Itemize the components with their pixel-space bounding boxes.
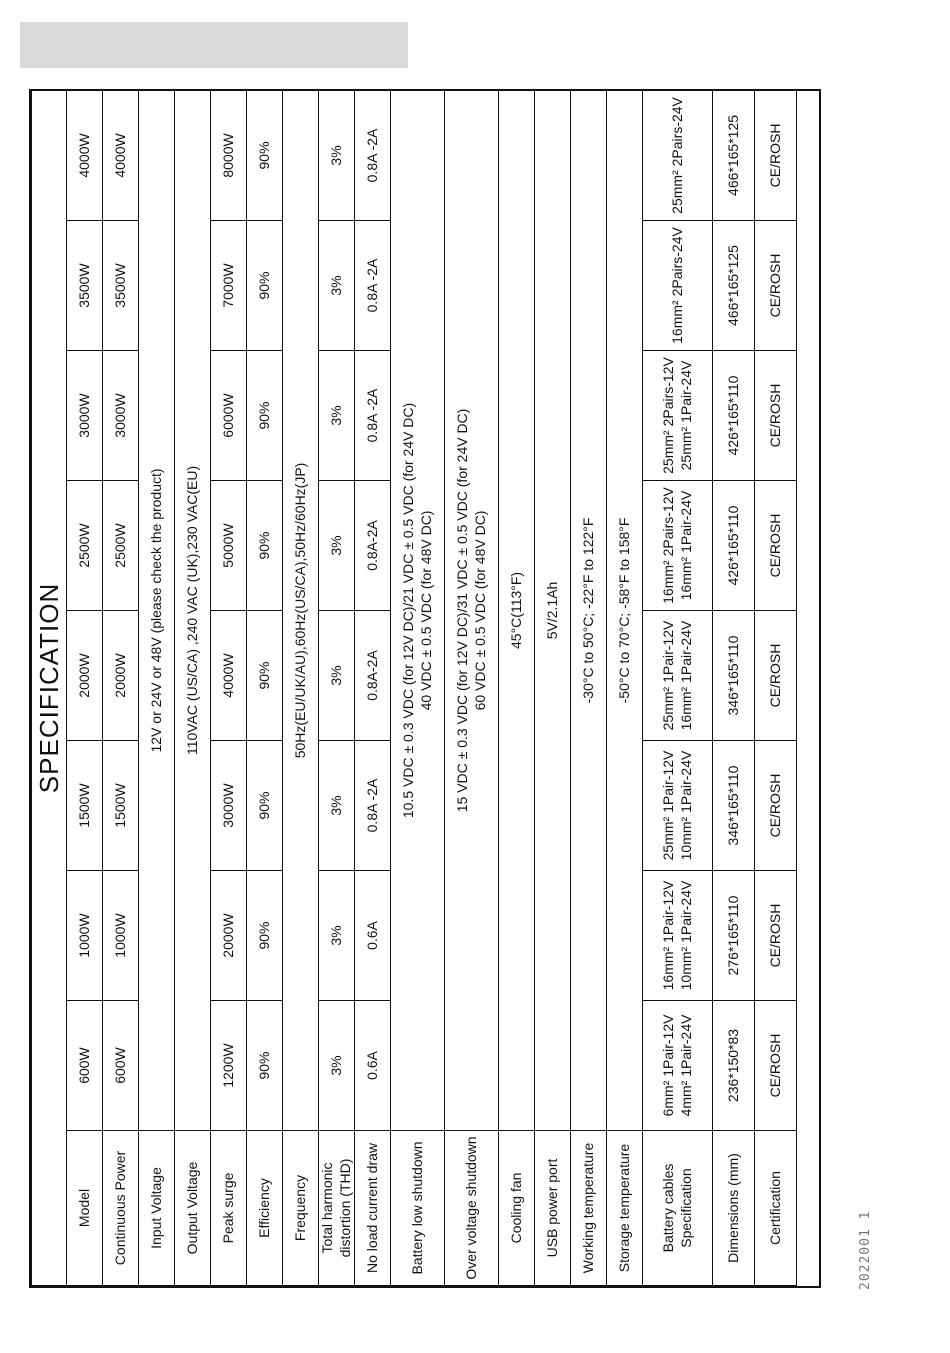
value-cell: 346*165*110 xyxy=(713,611,755,741)
value-cell: 3000W xyxy=(67,351,103,481)
row-output-voltage xyxy=(175,90,211,1285)
row-storage-temperature xyxy=(607,90,643,1285)
row-label: Model xyxy=(67,1131,103,1286)
spanned-value-cell: 50Hz(EU/UK/AU),60Hz(US/CA),50Hz/60Hz(JP) xyxy=(283,90,319,1130)
value-cell: 5000W xyxy=(211,481,247,611)
row-working-temperature xyxy=(571,90,607,1285)
value-cell xyxy=(643,481,713,611)
value-cell: 90% xyxy=(247,871,283,1001)
spanned-value-cell: -50°C to 70°C; -58°F to 158°F xyxy=(607,90,643,1130)
value-cell xyxy=(643,871,713,1001)
cell-line: 16mm² 1Pair-24V xyxy=(677,490,694,601)
row-label: Frequency xyxy=(283,1131,319,1286)
value-cell: 276*165*110 xyxy=(713,871,755,1001)
value-cell: 90% xyxy=(247,741,283,871)
row-input-voltage xyxy=(139,90,175,1285)
value-cell: 4000W xyxy=(103,90,139,220)
cell-line: 15 VDC ± 0.3 VDC (for 12V DC)/31 VDC ± 0.5 VDC (for 24V DC) xyxy=(454,408,470,813)
row-label: Input Voltage xyxy=(139,1131,175,1286)
cell-line: Specification xyxy=(677,1168,694,1248)
header-gray-bar xyxy=(20,22,408,68)
row-label: Peak surge xyxy=(211,1131,247,1286)
value-cell: 2000W xyxy=(67,611,103,741)
value-cell: 1500W xyxy=(103,741,139,871)
value-cell: 2000W xyxy=(211,871,247,1001)
value-cell: 0.8A -2A xyxy=(355,90,391,220)
row-peak-surge xyxy=(211,90,247,1285)
value-cell: 346*165*110 xyxy=(713,741,755,871)
row-label: Efficiency xyxy=(247,1131,283,1286)
row-label: Cooling fan xyxy=(499,1131,535,1286)
value-cell: 466*165*125 xyxy=(713,221,755,351)
footer-code: 2022001 1 xyxy=(858,1210,873,1290)
row-frequency xyxy=(283,90,319,1285)
value-cell: CE/ROSH xyxy=(755,741,797,871)
value-cell xyxy=(643,1001,713,1131)
value-cell: 1200W xyxy=(211,1001,247,1131)
cell-line: Battery cables xyxy=(660,1163,676,1253)
row-label: Dimensions (mm) xyxy=(713,1131,755,1286)
row-label: Storage temperature xyxy=(607,1131,643,1286)
row-model xyxy=(67,90,103,1285)
row-label: Continuous Power xyxy=(103,1131,139,1286)
value-cell: 0.8A -2A xyxy=(355,351,391,481)
spanned-value-cell xyxy=(445,90,499,1130)
value-cell xyxy=(643,351,713,481)
value-cell xyxy=(643,90,713,220)
row-dimensions-mm xyxy=(713,90,755,1285)
row-battery-low-shutdown xyxy=(391,90,445,1285)
value-cell: 0.6A xyxy=(355,871,391,1001)
row-cooling-fan xyxy=(499,90,535,1285)
cell-line: 16mm² 1Pair-24V xyxy=(677,620,694,731)
cell-line: 10mm² 1Pair-24V xyxy=(677,880,694,991)
cell-line: 25mm² 2Pairs-24V xyxy=(668,97,685,214)
cell-line: 6mm² 1Pair-12V xyxy=(660,1014,676,1117)
value-cell: 90% xyxy=(247,611,283,741)
value-cell: 600W xyxy=(103,1001,139,1131)
value-cell: 90% xyxy=(247,351,283,481)
value-cell: 1000W xyxy=(103,871,139,1001)
specification-table-frame xyxy=(29,89,821,1288)
value-cell: 0.6A xyxy=(355,1001,391,1131)
row-continuous-power xyxy=(103,90,139,1285)
value-cell: CE/ROSH xyxy=(755,481,797,611)
value-cell: 3500W xyxy=(103,221,139,351)
value-cell: 7000W xyxy=(211,221,247,351)
value-cell: 0.8A -2A xyxy=(355,221,391,351)
value-cell xyxy=(643,741,713,871)
value-cell: 0.8A-2A xyxy=(355,611,391,741)
row-total-harmonic-distortion-thd xyxy=(319,90,355,1285)
value-cell: 8000W xyxy=(211,90,247,220)
value-cell: 236*150*83 xyxy=(713,1001,755,1131)
value-cell: 3% xyxy=(319,741,355,871)
value-cell: 3000W xyxy=(211,741,247,871)
value-cell: 3% xyxy=(319,90,355,220)
value-cell: 3% xyxy=(319,481,355,611)
title-row xyxy=(32,90,67,1285)
value-cell: 90% xyxy=(247,481,283,611)
row-usb-power-port xyxy=(535,90,571,1285)
value-cell: 3000W xyxy=(103,351,139,481)
value-cell: 600W xyxy=(67,1001,103,1131)
row-label: Output Voltage xyxy=(175,1131,211,1286)
value-cell xyxy=(643,611,713,741)
value-cell: 4000W xyxy=(67,90,103,220)
value-cell: 3500W xyxy=(67,221,103,351)
table-title: SPECIFICATION xyxy=(32,90,67,1285)
value-cell: CE/ROSH xyxy=(755,1001,797,1131)
value-cell: CE/ROSH xyxy=(755,90,797,220)
value-cell: CE/ROSH xyxy=(755,871,797,1001)
value-cell: 4000W xyxy=(211,611,247,741)
cell-line: 25mm² 2Pairs-12V xyxy=(660,357,676,474)
cell-line: 10mm² 1Pair-24V xyxy=(677,750,694,861)
value-cell: 3% xyxy=(319,351,355,481)
cell-line: 40 VDC ± 0.5 VDC (for 48V DC) xyxy=(417,510,434,711)
value-cell: 90% xyxy=(247,221,283,351)
row-over-voltage-shutdown xyxy=(445,90,499,1285)
row-label: USB power port xyxy=(535,1131,571,1286)
value-cell: 0.8A -2A xyxy=(355,741,391,871)
spanned-value-cell xyxy=(391,90,445,1130)
value-cell: 2000W xyxy=(103,611,139,741)
spanned-value-cell: 12V or 24V or 48V (please check the product) xyxy=(139,90,175,1130)
value-cell: 2500W xyxy=(67,481,103,611)
row-battery-cables-specification xyxy=(643,90,713,1285)
spanned-value-cell: 110VAC (US/CA) ,240 VAC (UK),230 VAC(EU) xyxy=(175,90,211,1130)
cell-line: 10.5 VDC ± 0.3 VDC (for 12V DC)/21 VDC ± 0.5 VDC (for 24V DC) xyxy=(400,402,416,819)
value-cell: 3% xyxy=(319,611,355,741)
value-cell: CE/ROSH xyxy=(755,221,797,351)
value-cell: 90% xyxy=(247,90,283,220)
cell-line: 16mm² 1Pair-12V xyxy=(660,880,676,991)
row-efficiency xyxy=(247,90,283,1285)
value-cell: 3% xyxy=(319,221,355,351)
row-label: Certification xyxy=(755,1131,797,1286)
value-cell: 426*165*110 xyxy=(713,481,755,611)
value-cell: 1500W xyxy=(67,741,103,871)
table-rotator xyxy=(31,91,819,1286)
row-certification xyxy=(755,90,797,1285)
value-cell: CE/ROSH xyxy=(755,611,797,741)
cell-line: 60 VDC ± 0.5 VDC (for 48V DC) xyxy=(471,510,488,711)
cell-line: 25mm² 1Pair-12V xyxy=(660,620,676,731)
value-cell: 426*165*110 xyxy=(713,351,755,481)
value-cell: 90% xyxy=(247,1001,283,1131)
spanned-value-cell: 5V/2.1Ah xyxy=(535,90,571,1130)
cell-line: 25mm² 1Pair-24V xyxy=(677,360,694,471)
row-label xyxy=(643,1131,713,1286)
value-cell: 1000W xyxy=(67,871,103,1001)
cell-line: 25mm² 1Pair-12V xyxy=(660,750,676,861)
cell-line: 16mm² 2Pairs-24V xyxy=(668,227,685,344)
value-cell: 6000W xyxy=(211,351,247,481)
row-label: Working temperature xyxy=(571,1131,607,1286)
row-label: Battery low shutdown xyxy=(391,1131,445,1286)
cell-line: 16mm² 2Pairs-12V xyxy=(660,487,676,604)
value-cell: 0.8A-2A xyxy=(355,481,391,611)
value-cell: 3% xyxy=(319,871,355,1001)
specification-table xyxy=(31,90,797,1286)
row-label: No load current draw xyxy=(355,1131,391,1286)
row-label: Over voltage shutdown xyxy=(445,1131,499,1286)
row-no-load-current-draw xyxy=(355,90,391,1285)
spanned-value-cell: -30°C to 50°C; -22°F to 122°F xyxy=(571,90,607,1130)
value-cell: 2500W xyxy=(103,481,139,611)
value-cell: 3% xyxy=(319,1001,355,1131)
value-cell xyxy=(643,221,713,351)
row-label: Total harmonic distortion (THD) xyxy=(319,1131,355,1286)
value-cell: CE/ROSH xyxy=(755,351,797,481)
value-cell: 466*165*125 xyxy=(713,90,755,220)
spanned-value-cell: 45°C(113°F) xyxy=(499,90,535,1130)
cell-line: 4mm² 1Pair-24V xyxy=(677,1014,694,1117)
